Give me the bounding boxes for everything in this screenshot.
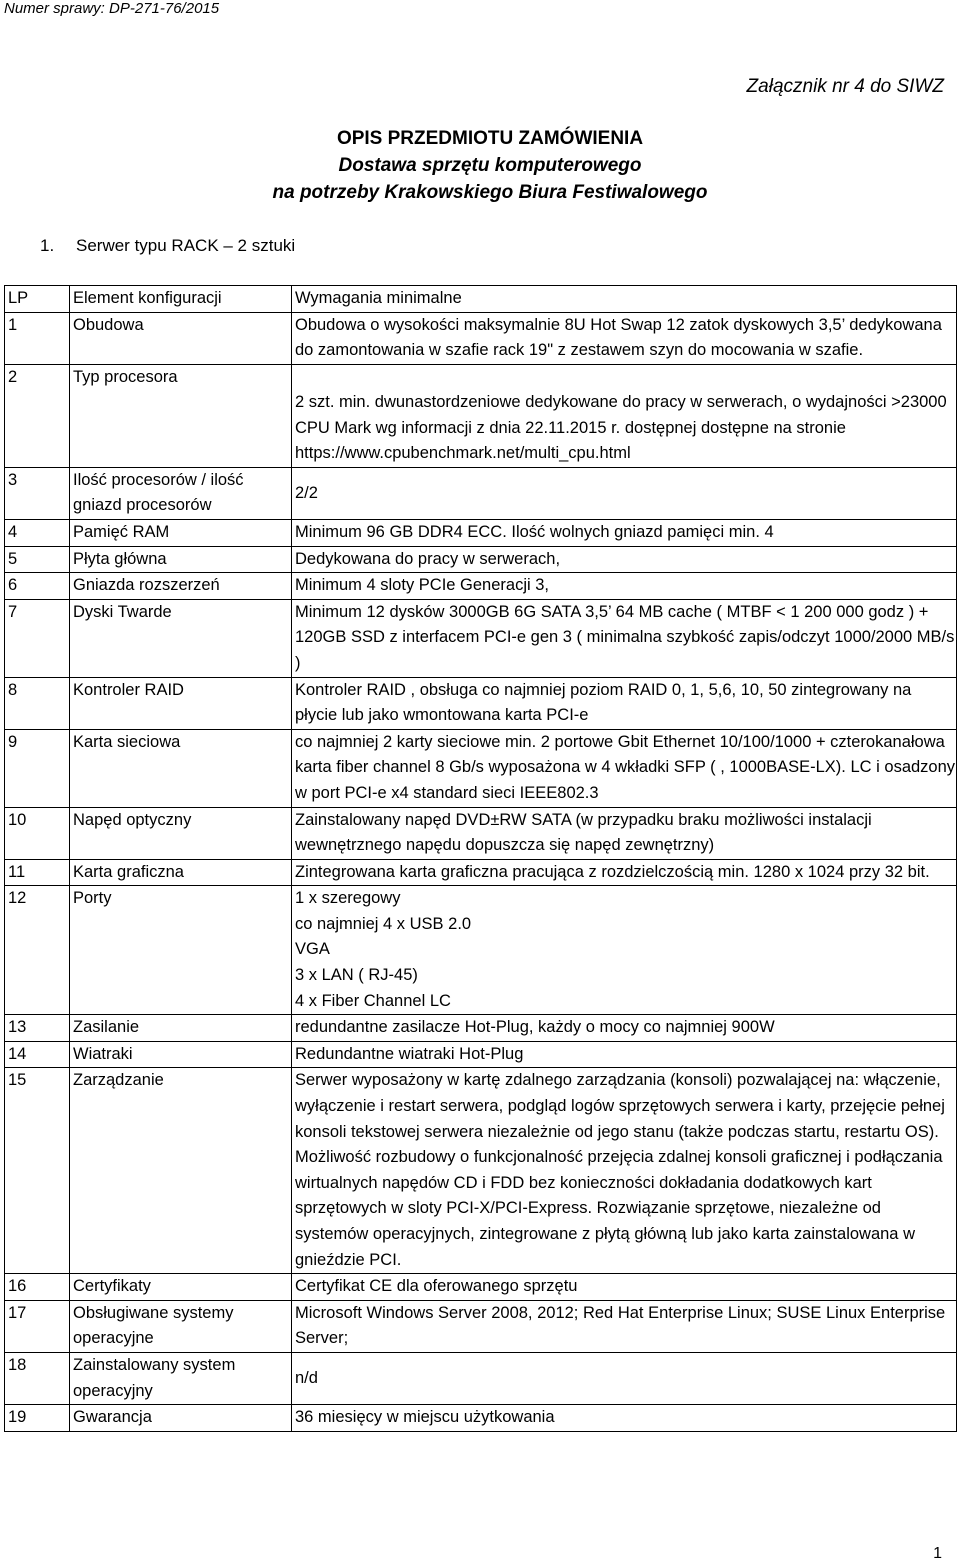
row-requirements: Serwer wyposażony w kartę zdalnego zarządzania (konsoli) pozwalającej na: włączenie, wyłączenie i restart serwera, podgląd logów sprzętowych serwera i karty, przejęcie pełnej konsoli tekstowej serwera niezależnie od jego stanu (także podczas startu, restartu OS). Możliwość rozbudowy o funkcjonalność przejęcia zdalnej konsoli graficznej i podłączania wirtualnych napędów CD i FDD bez konieczności dokładania dodatkowych kart sprzętowych w sloty PCI-X/PCI-Express. Rozwiązanie sprzętowe, niezależne od systemów operacyjnych, zintegrowane z płytą główną lub jako karta zainstalowana w gnieździe PCI.: [292, 1068, 957, 1274]
table-row: [5, 599, 957, 677]
row-requirements: Kontroler RAID , obsługa co najmniej poziom RAID 0, 1, 5,6, 10, 50 zintegrowany na płycie lub jako wmontowana karta PCI-e: [292, 677, 957, 729]
table-row: [5, 1352, 957, 1404]
row-element: Gniazda rozszerzeń: [70, 573, 292, 600]
row-element: Pamięć RAM: [70, 519, 292, 546]
row-lp: 9: [5, 729, 70, 807]
row-requirements: Minimum 4 sloty PCIe Generacji 3,: [292, 573, 957, 600]
header-element: Element konfiguracji: [70, 286, 292, 313]
row-lp: 11: [5, 859, 70, 886]
table-row: [5, 1015, 957, 1042]
document-title: OPIS PRZEDMIOTU ZAMÓWIENIA: [336, 128, 644, 149]
table-row: [5, 807, 957, 859]
table-row: [5, 729, 957, 807]
row-lp: 3: [5, 467, 70, 519]
page-number: 1: [933, 1545, 942, 1562]
row-element: Obudowa: [70, 312, 292, 364]
table-row: [5, 364, 957, 467]
row-requirements: [292, 886, 957, 1015]
row-lp: 14: [5, 1041, 70, 1068]
row-element: Gwarancja: [70, 1405, 292, 1432]
requirements-text: 2 szt. min. dwunastordzeniowe dedykowane do pracy w serwerach, o wydajności >23000 CPU Mark wg informacji z dnia 22.11.2015 r. dostępnej dostępne na stronie https://www.cpubenchmark.net/multi_cpu.html: [295, 393, 947, 463]
table-header-row: [5, 286, 957, 313]
row-element: Obsługiwane systemy operacyjne: [70, 1300, 292, 1352]
document-subtitle-1: Dostawa sprzętu komputerowego: [338, 155, 642, 176]
document-subtitle-2: na potrzeby Krakowskiego Biura Festiwalowego: [272, 182, 708, 203]
table-row: [5, 573, 957, 600]
row-lp: 4: [5, 519, 70, 546]
row-lp: 8: [5, 677, 70, 729]
row-requirements: Microsoft Windows Server 2008, 2012; Red Hat Enterprise Linux; SUSE Linux Enterprise Server;: [292, 1300, 957, 1352]
header-requirements: Wymagania minimalne: [292, 286, 957, 313]
header-lp: LP: [5, 286, 70, 313]
row-lp: 2: [5, 364, 70, 467]
row-element: Dyski Twarde: [70, 599, 292, 677]
row-lp: 10: [5, 807, 70, 859]
row-element: Zainstalowany system operacyjny: [70, 1352, 292, 1404]
row-requirements: Zintegrowana karta graficzna pracująca z rozdzielczością min. 1280 x 1024 przy 32 bit.: [292, 859, 957, 886]
row-requirements: co najmniej 2 karty sieciowe min. 2 portowe Gbit Ethernet 10/100/1000 + czterokanałowa karta fiber channel 8 Gb/s wyposażona w 4 wkładki SFP ( , 1000BASE-LX). LC i osadzony w port PCI-e x4 standard sieci IEEE802.3: [292, 729, 957, 807]
section-number: 1.: [40, 236, 55, 255]
section-heading: [40, 236, 295, 256]
row-element: Zarządzanie: [70, 1068, 292, 1274]
row-requirements: redundantne zasilacze Hot-Plug, każdy o mocy co najmniej 900W: [292, 1015, 957, 1042]
table-row: [5, 546, 957, 573]
row-requirements: Certyfikat CE dla oferowanego sprzętu: [292, 1274, 957, 1301]
document-heading: [0, 126, 960, 206]
table-row: [5, 677, 957, 729]
row-lp: 19: [5, 1405, 70, 1432]
row-requirements: n/d: [292, 1352, 957, 1404]
row-element: Certyfikaty: [70, 1274, 292, 1301]
table-row: [5, 519, 957, 546]
row-element: Płyta główna: [70, 546, 292, 573]
row-element: Kontroler RAID: [70, 677, 292, 729]
row-element: Zasilanie: [70, 1015, 292, 1042]
row-lp: 16: [5, 1274, 70, 1301]
section-title: Serwer typu RACK – 2 sztuki: [76, 236, 296, 255]
table-row: [5, 886, 957, 1015]
row-lp: 12: [5, 886, 70, 1015]
row-requirements: [292, 364, 957, 467]
row-lp: 13: [5, 1015, 70, 1042]
port-line: 3 x LAN ( RJ-45): [295, 966, 418, 985]
port-line: co najmniej 4 x USB 2.0: [295, 914, 472, 933]
row-lp: 15: [5, 1068, 70, 1274]
row-element: Porty: [70, 886, 292, 1015]
row-requirements: Minimum 96 GB DDR4 ECC. Ilość wolnych gniazd pamięci min. 4: [292, 519, 957, 546]
row-lp: 18: [5, 1352, 70, 1404]
table-row: [5, 1068, 957, 1274]
table-row: [5, 1300, 957, 1352]
case-number: Numer sprawy: DP-271-76/2015: [4, 0, 220, 17]
row-requirements: Minimum 12 dysków 3000GB 6G SATA 3,5’ 64 MB cache ( MTBF < 1 200 000 godz ) + 120GB SSD z interfacem PCI-e gen 3 ( minimalna szybkość zapis/odczyt 1000/2000 MB/s ): [292, 599, 957, 677]
port-line: VGA: [295, 940, 330, 959]
port-line: 1 x szeregowy: [295, 889, 401, 908]
row-element: Ilość procesorów / ilość gniazd procesorów: [70, 467, 292, 519]
row-element: Wiatraki: [70, 1041, 292, 1068]
table-row: [5, 1041, 957, 1068]
port-line: 4 x Fiber Channel LC: [295, 991, 451, 1010]
row-element: Napęd optyczny: [70, 807, 292, 859]
table-row: [5, 312, 957, 364]
row-requirements: Redundantne wiatraki Hot-Plug: [292, 1041, 957, 1068]
row-lp: 5: [5, 546, 70, 573]
row-element: Karta graficzna: [70, 859, 292, 886]
row-requirements: Zainstalowany napęd DVD±RW SATA (w przypadku braku możliwości instalacji wewnętrznego napędu dopuszcza się napęd zewnętrzny): [292, 807, 957, 859]
row-element: Typ procesora: [70, 364, 292, 467]
annex-label: Załącznik nr 4 do SIWZ: [746, 76, 944, 97]
table-row: [5, 1405, 957, 1432]
table-row: [5, 859, 957, 886]
table-row: [5, 467, 957, 519]
row-lp: 17: [5, 1300, 70, 1352]
row-element: Karta sieciowa: [70, 729, 292, 807]
row-requirements: 2/2: [292, 467, 957, 519]
table-row: [5, 1274, 957, 1301]
row-requirements: Dedykowana do pracy w serwerach,: [292, 546, 957, 573]
row-lp: 1: [5, 312, 70, 364]
row-requirements: Obudowa o wysokości maksymalnie 8U Hot Swap 12 zatok dyskowych 3,5’ dedykowana do zamontowania w szafie rack 19" z zestawem szyn do mocowania w szafie.: [292, 312, 957, 364]
row-requirements: 36 miesięcy w miejscu użytkowania: [292, 1405, 957, 1432]
row-lp: 6: [5, 573, 70, 600]
specification-table: [4, 285, 957, 1432]
row-lp: 7: [5, 599, 70, 677]
